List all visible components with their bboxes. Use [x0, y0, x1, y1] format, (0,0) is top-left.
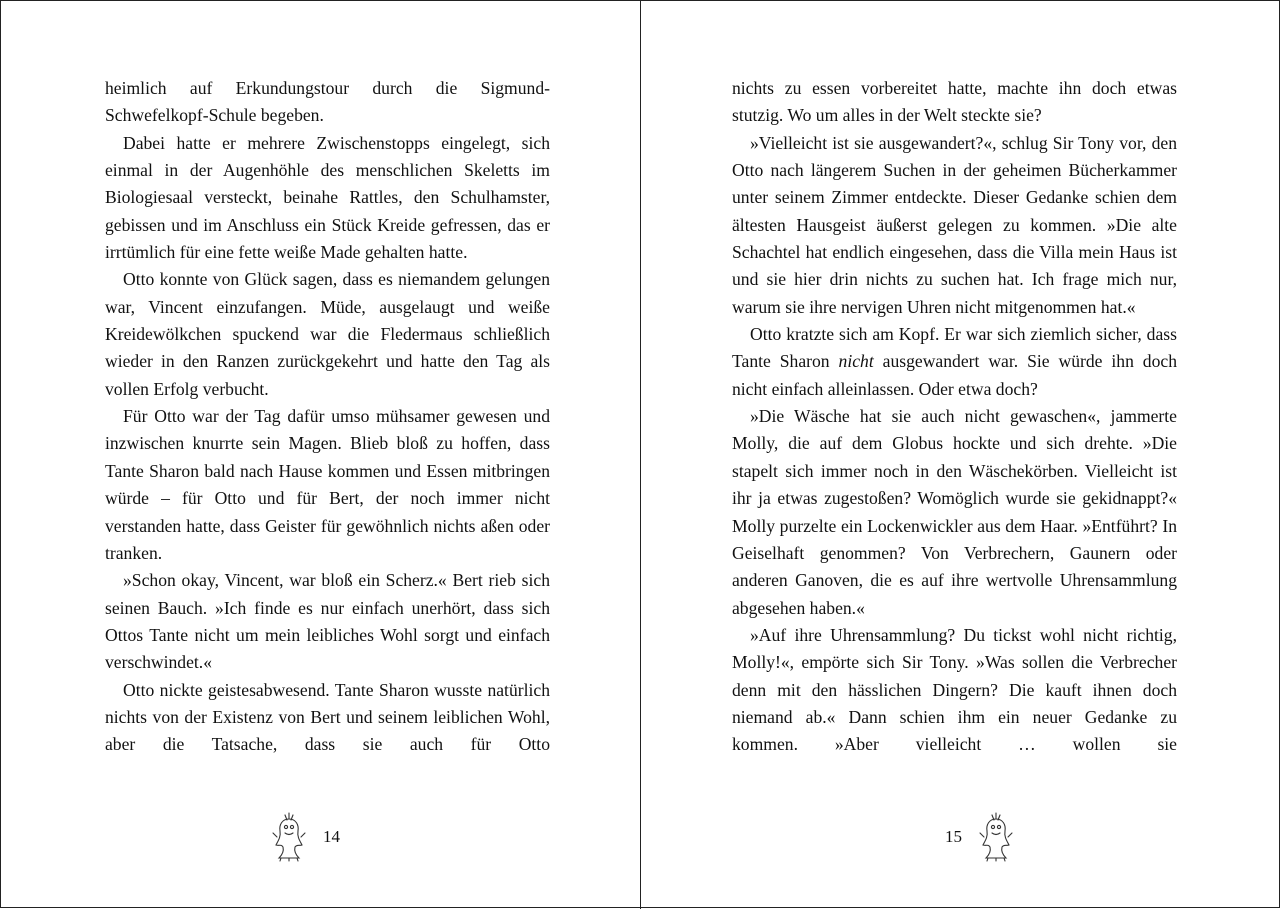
right-paragraph-3	[732, 321, 1177, 403]
left-paragraph-3: Otto konnte von Glück sagen, dass es niemandem gelungen war, Vincent einzufangen. Müde, ausgelaugt und weiße Kreidewölkchen spuckend war die Fledermaus schließlich wieder in den Ranzen zurückgekehrt und hatte den Tag als vollen Erfolg verbucht.	[105, 269, 550, 399]
left-paragraph-6: Otto nickte geistesabwesend. Tante Sharon wusste natürlich nichts von der Existenz von Bert und seinem leiblichen Wohl, aber die Tatsache, dass sie auch für Otto	[105, 679, 550, 755]
right-paragraph-1: nichts zu essen vorbereitet hatte, machte ihn doch etwas stutzig. Wo um alles in der Welt steckte sie?	[732, 78, 1177, 126]
right-paragraph-3-after: ausgewandert war. Sie würde ihn doch nicht einfach alleinlassen. Oder etwa doch?	[732, 351, 1178, 399]
right-paragraph-4: »Die Wäsche hat sie auch nicht gewaschen«, jammerte Molly, die auf dem Globus hockte und sich drehte. »Die stapelt sich immer noch in den Wäschekörben. Vielleicht ist ihr ja etwas zugestoßen? Womöglich wurde sie gekidnappt?« Molly purzelte ein Lockenwickler aus dem Haar. »Entführt? In Geiselhaft genommen? Von Verbrechern, Gaunern oder anderen Ganoven, die es auf ihre wertvolle Uhrensammlung abgesehen haben.«	[732, 406, 1177, 618]
left-page-number: 14	[323, 827, 340, 846]
left-paragraph-1: heimlich auf Erkundungstour durch die Sigmund-Schwefelkopf-Schule begeben.	[105, 78, 550, 126]
right-folio	[945, 811, 1016, 863]
ghost-mascot-icon	[269, 811, 309, 863]
right-paragraph-3-before: Otto kratzte sich am Kopf. Er war sich ziemlich sicher, dass Tante Sharon	[732, 324, 1177, 372]
right-paragraph-2: »Vielleicht ist sie ausgewandert?«, schlug Sir Tony vor, den Otto nach längerem Suchen in der geheimen Bücherkammer unter seinem Zimmer entdeckte. Dieser Gedanke schien dem ältesten Hausgeist äußerst gelegen zu kommen. »Die alte Schachtel hat endlich eingesehen, dass die Villa mein Haus ist und sie hier drin nichts zu suchen hat. Ich frage mich nur, warum sie ihre nervigen Uhren nicht mitgenommen hat.«	[732, 132, 1177, 317]
left-paragraph-5: »Schon okay, Vincent, war bloß ein Scherz.« Bert rieb sich seinen Bauch. »Ich finde es nur einfach unerhört, dass sich Ottos Tante nicht um mein leibliches Wohl sorgt und einfach verschwindet.«	[105, 570, 550, 673]
right-page-number: 15	[945, 827, 962, 846]
ghost-mascot-icon	[976, 811, 1016, 863]
page-gutter-divider	[640, 1, 641, 909]
left-paragraph-4: Für Otto war der Tag dafür umso mühsamer gewesen und inzwischen knurrte sein Magen. Blieb bloß zu hoffen, dass Tante Sharon bald nach Hause kommen und Essen mitbringen würde – für Otto und für Bert, der noch immer nicht verstanden hatte, dass Geister für gewöhnlich nichts aßen oder tranken.	[105, 406, 550, 563]
left-folio	[269, 811, 340, 863]
left-page	[105, 75, 550, 759]
left-paragraph-2: Dabei hatte er mehrere Zwischenstopps eingelegt, sich einmal in der Augenhöhle des menschlichen Skeletts im Biologiesaal versteckt, beinahe Rattles, den Schulhamster, gebissen und im Anschluss ein Stück Kreide gefressen, das er irrtümlich für eine fette weiße Made gehalten hatte.	[105, 132, 550, 263]
right-paragraph-5: »Auf ihre Uhrensammlung? Du tickst wohl nicht richtig, Molly!«, empörte sich Sir Tony. »Was sollen die Verbrecher denn mit den hässlichen Dingern? Die kauft ihnen doch niemand ab.« Dann schien ihm ein neuer Gedanke zu kommen. »Aber vielleicht … wollen sie	[732, 624, 1177, 755]
right-page	[732, 75, 1177, 759]
right-paragraph-3-emphasis: nicht	[838, 351, 874, 372]
